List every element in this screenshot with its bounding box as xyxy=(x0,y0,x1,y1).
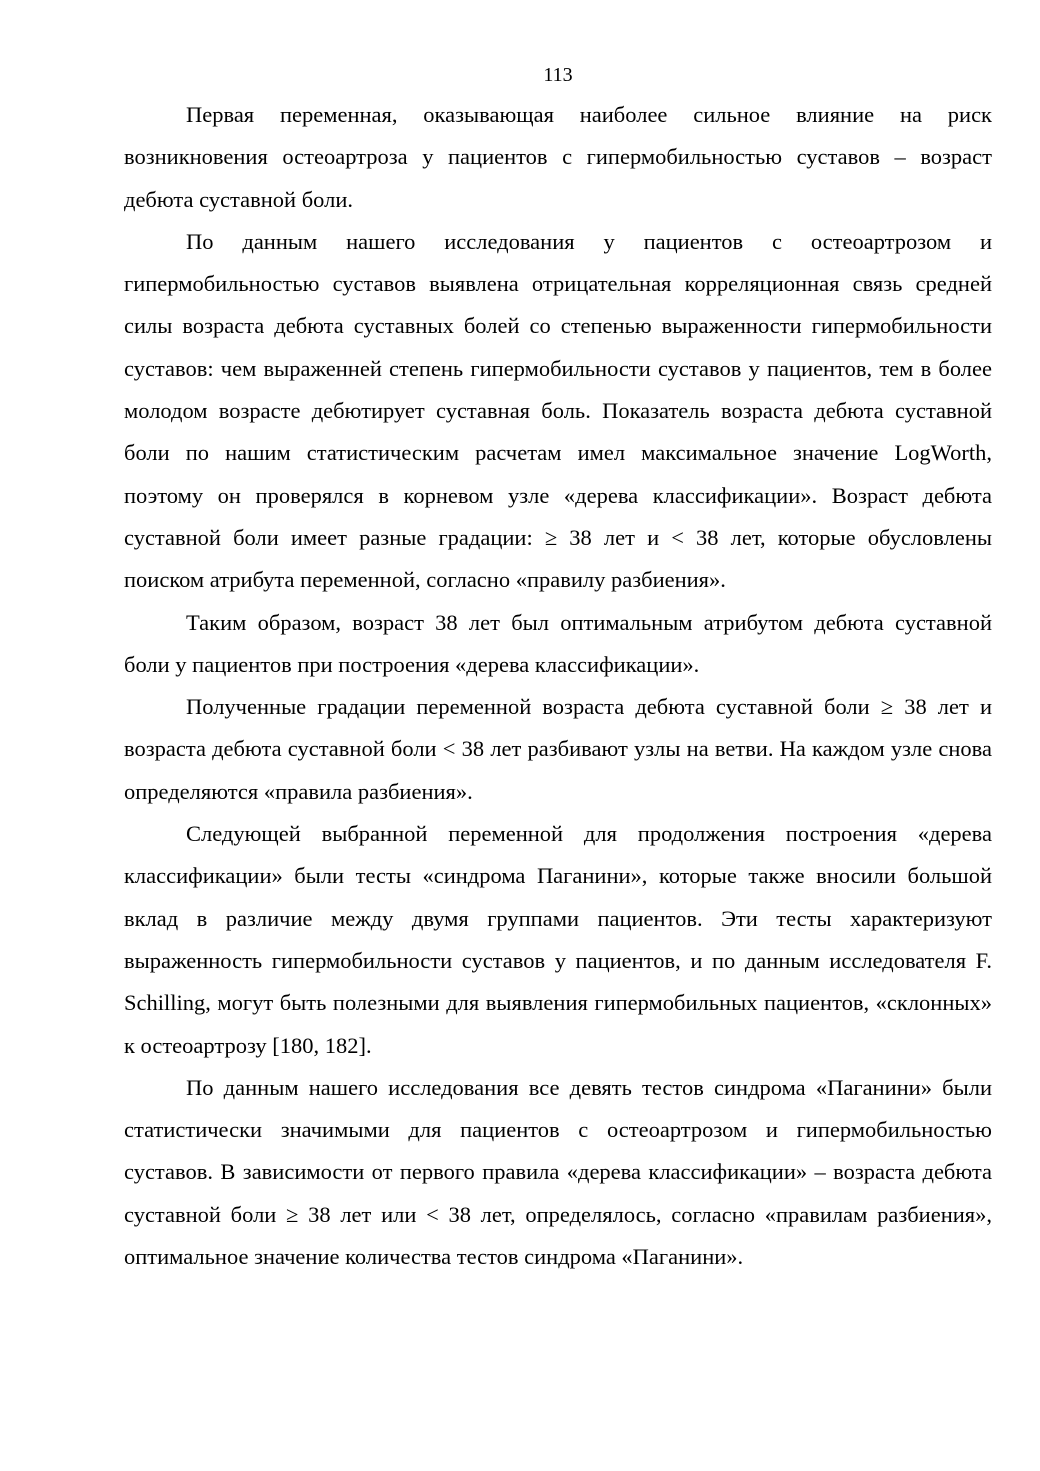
paragraph-6: По данным нашего исследования все девять тестов синдрома «Паганини» были статистически значимыми для пациентов с остеоартрозом и гипермобильностью суставов. В зависимости от первого правила «дерева классификации» – возраста дебюта суставной боли ≥ 38 лет или < 38 лет, определялось, согласно «правилам разбиения», оптимальное значение количества тестов синдрома «Паганини». xyxy=(124,1074,992,1270)
paragraph-3: Таким образом, возраст 38 лет был оптимальным атрибутом дебюта суставной боли у пациентов при построения «дерева классификации». xyxy=(124,609,992,677)
paragraph-2: По данным нашего исследования у пациентов с остеоартрозом и гипермобильностью суставов выявлена отрицательная корреляционная связь средней силы возраста дебюта суставных болей со степенью выраженности гипермобильности суставов: чем выраженней степень гипермобильности суставов у пациентов, тем в более молодом возрасте дебютирует суставная боль. Показатель возраста дебюта суставной боли по нашим статистическим расчетам имел максимальное значение LogWorth, поэтому он проверялся в корневом узле «дерева классификации». Возраст дебюта суставной боли имеет разные градации: ≥ 38 лет и < 38 лет, которые обусловлены поиском атрибута переменной, согласно «правилу разбиения». xyxy=(124,228,992,593)
page-number: 113 xyxy=(543,64,573,86)
body-text xyxy=(124,94,992,1278)
paragraph-4: Полученные градации переменной возраста дебюта суставной боли ≥ 38 лет и возраста дебюта суставной боли < 38 лет разбивают узлы на ветви. На каждом узле снова определяются «правила разбиения». xyxy=(124,694,992,804)
paragraph-5: Следующей выбранной переменной для продолжения построения «дерева классификации» были тесты «синдрома Паганини», которые также вносили большой вклад в различие между двумя группами пациентов. Эти тесты характеризуют выраженность гипермобильности суставов у пациентов, и по данным исследователя F. Schilling, могут быть полезными для выявления гипермобильных пациентов, «склонных» к остеоартрозу [180, 182]. xyxy=(124,821,992,1058)
paragraph-1: Первая переменная, оказывающая наиболее сильное влияние на риск возникновения остеоартроза у пациентов с гипермобильностью суставов – возраст дебюта суставной боли. xyxy=(124,102,992,212)
